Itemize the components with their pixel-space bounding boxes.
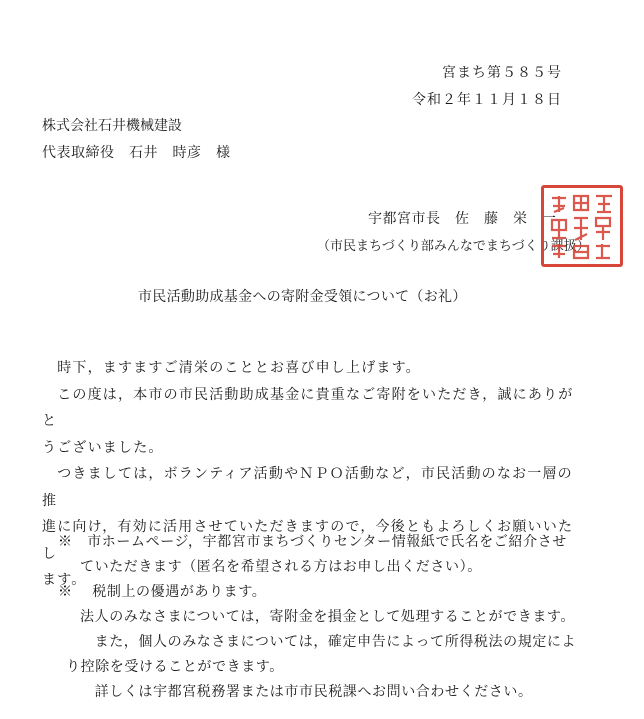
note-line: また，個人のみなさまについては，確定申告によって所得税法の規定によ <box>80 634 577 650</box>
body-paragraph: 時下，ますますご清栄のこととお喜び申し上げます。 <box>42 360 421 376</box>
note-line: ※ 市ホームページ，宇都宮市まちづくりセンター情報紙で氏名をご紹介させ <box>58 534 567 550</box>
body-paragraph: ます。 <box>42 572 87 588</box>
note-line: 詳しくは宇都宮税務署または市市民税課へお問い合わせください。 <box>80 684 533 700</box>
notes-section <box>58 530 588 705</box>
body-paragraph: つきましては，ボランティア活動やＮＰＯ活動など，市民活動のなお一層の推 <box>42 466 573 509</box>
subject-line: 市民活動助成基金への寄附金受領について（お礼） <box>138 289 467 305</box>
body-paragraph: 進に向け，有効に活用させていただきますので，今後ともよろしくお願いいたし <box>42 519 574 562</box>
recipient-company: 株式会社石井機械建設 <box>42 118 182 134</box>
official-seal <box>541 185 623 267</box>
note-line: り控除を受けることができます。 <box>66 659 284 675</box>
body-paragraph: この度は，本市の市民活動助成基金に貴重なご寄附をいただき，誠にありがと <box>42 386 574 429</box>
sender-department: （市民まちづくり部みんなでまちづくり課扱） <box>317 239 590 254</box>
note-line: ていただきます（匿名を希望される方はお申し出ください）。 <box>80 559 482 575</box>
body-paragraph: うございました。 <box>42 439 164 456</box>
note-line: ※ 税制上の優遇があります。 <box>58 584 267 600</box>
sender-name: 宇都宮市長 佐 藤 栄 一 <box>368 211 557 227</box>
issue-date: 令和２年１１月１８日 <box>412 92 562 108</box>
note-line: 法人のみなさまについては，寄附金を損金として処理することができます。 <box>80 609 575 625</box>
reference-number: 宮まち第５８５号 <box>442 65 562 81</box>
seal-pattern <box>544 188 620 264</box>
recipient-representative: 代表取締役 石井 時彦 様 <box>42 145 231 161</box>
